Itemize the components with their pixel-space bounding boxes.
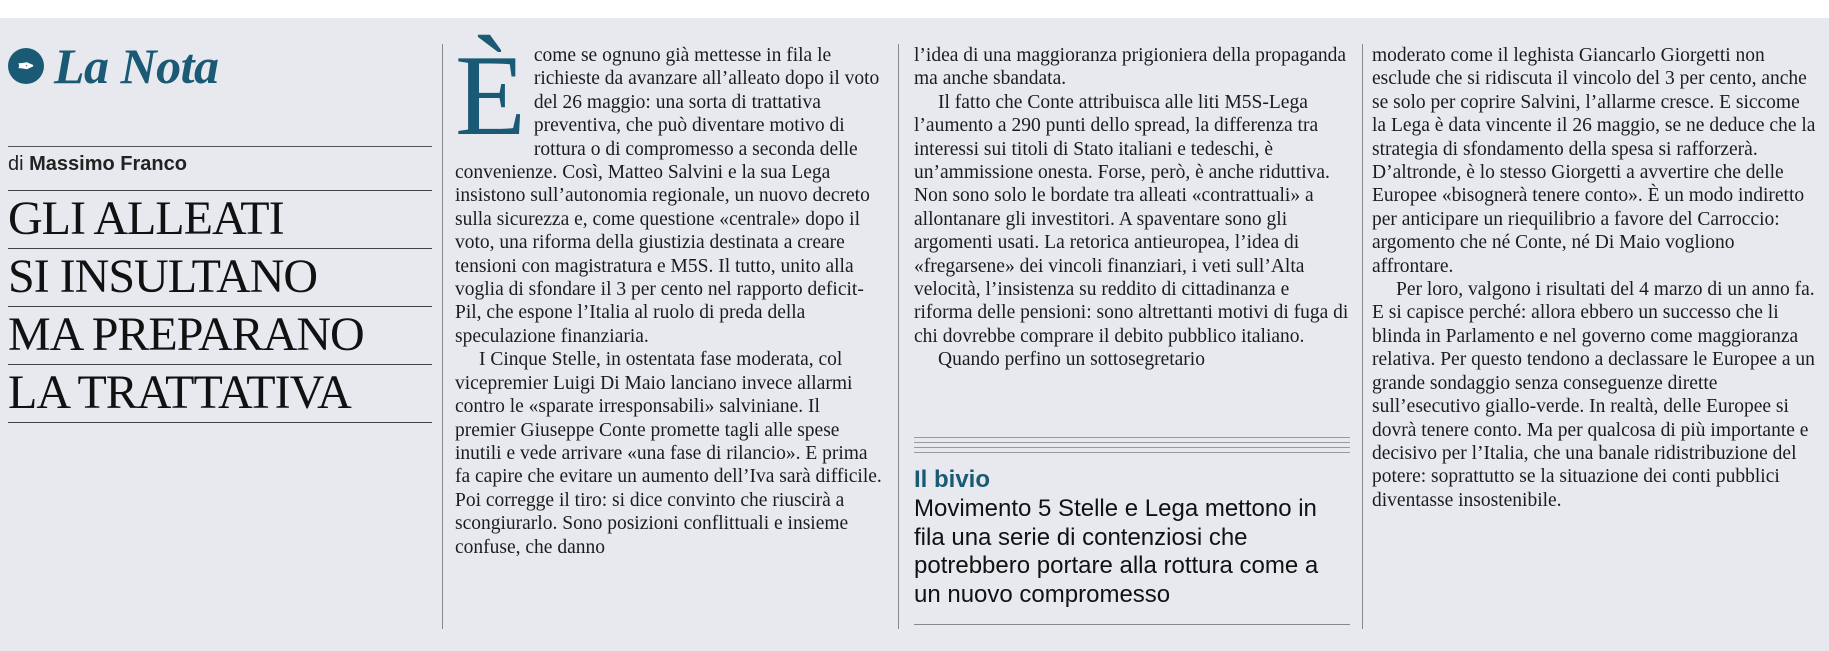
author-name: Massimo Franco xyxy=(29,153,187,175)
paragraph: Quando perfino un sottosegretario xyxy=(938,349,1205,371)
sidebox-text: Movimento 5 Stelle e Lega mettono in fila una serie di contenziosi che potrebbero portare alla rottura come a un nuovo compromesso xyxy=(914,495,1319,608)
rubric-title: La Nota xyxy=(54,38,219,94)
paragraph: Il fatto che Conte attribuisca alle liti M5S-Lega l’aumento a 290 punti dello spread, la differenza tra interessi sui titoli di Stato italiani e tedeschi, è un’ammissione onesta. Forse, però, è anche riduttiva. Non sono solo le bordate tra alleati «contrattuali» a allontanare gli investitori. A spaventare sono gli argomenti usati. La retorica antieuropea, l’idea di «fregarsene» dei vincoli finanziari, i veti sull’Alta velocità, l’insistenza su reddito di cittadinanza e riforma delle pensioni: sono altrettanti motivi di fuga di chi dovrebbe comprare il debito pubblico italiano. xyxy=(914,91,1349,347)
sidebox-rules xyxy=(914,437,1350,457)
sidebox-bottom-rule xyxy=(914,624,1350,625)
headline-line: MA PREPARANO xyxy=(8,307,432,365)
rule-line xyxy=(914,452,1350,457)
article-column-1 xyxy=(455,32,883,559)
headline-line: GLI ALLEATI xyxy=(8,191,432,249)
headline xyxy=(8,190,432,423)
paragraph: come se ognuno già mettesse in fila le richieste da avanzare all’alleato dopo il voto del 26 maggio: una sorta di trattativa preventiva, che può diventare motivo di rottura o di compromesso a seconda delle convenienze. Così, Matteo Salvini e la sua Lega insistono sull’autonomia regionale, un nuovo decreto sulla sicurezza e, come questione «centrale» dopo il voto, una riforma della giustizia destinata a creare tensioni con magistratura e M5S. Il tutto, unito alla voglia di sfondare il 3 per cento nel rapporto deficit-Pil, che espone l’Italia al ruolo di preda della speculazione finanziaria. xyxy=(455,45,880,347)
column-divider xyxy=(898,44,899,629)
headline-line: SI INSULTANO xyxy=(8,249,432,307)
byline xyxy=(8,146,432,176)
sidebox-title: Il bivio xyxy=(914,466,991,493)
headline-line: LA TRATTATIVA xyxy=(8,365,432,423)
paragraph: Per loro, valgono i risultati del 4 marzo di un anno fa. E si capisce perché: allora ebbero un successo che li blinda in Parlamento e nel governo come maggioranza relativa. Per questo tendono a declassare le Europee a un grande sondaggio senza conseguenze dirette sull’esecutivo giallo-verde. In realtà, delle Europee si dovrà tenere conto. Ma per qualcosa di più importante e decisivo per l’Italia, che una banale ridistribuzione del potere: soprattutto se la situazione dei conti pubblici diventasse insostenibile. xyxy=(1372,279,1815,511)
article-column-3 xyxy=(1372,44,1816,512)
byline-prefix: di xyxy=(8,153,24,175)
pen-nib-icon: ✒ xyxy=(8,48,44,84)
paragraph: I Cinque Stelle, in ostentata fase moderata, col vicepremier Luigi Di Maio lanciano invece allarmi contro le «sparate irresponsabili» salviniane. Il premier Giuseppe Conte promette tagli alle spese inutili e vede arrivare «una fase di rilancio». E prima fa capire che evitare un aumento dell’Iva sarà difficile. Poi corregge il tiro: si dice convinto che riuscirà a scongiurarlo. Sono posizioni conflittuali e insieme confuse, che danno xyxy=(455,349,882,558)
drop-cap: È xyxy=(455,32,526,160)
column-divider xyxy=(1362,44,1363,629)
paragraph: l’idea di una maggioranza prigioniera della propaganda ma anche sbandata. xyxy=(914,45,1347,90)
article-column-2 xyxy=(914,44,1350,372)
paragraph: moderato come il leghista Giancarlo Giorgetti non esclude che si ridiscuta il vincolo del 3 per cento, anche se solo per coprire Salvini, l’allarme cresce. E siccome la Lega è data vincente il 26 maggio, se ne deduce che la strategia di sfondamento della spesa si rafforzerà. D’altronde, è lo stesso Giorgetti a avvertire che delle Europee «bisognerà tenere conto». È un modo indiretto per anticipare un riequilibrio a favore del Carroccio: argomento che né Conte, né Di Maio vogliono affrontare. xyxy=(1372,45,1816,277)
column-divider xyxy=(442,44,443,629)
rubric xyxy=(8,36,219,96)
left-column xyxy=(8,18,432,628)
